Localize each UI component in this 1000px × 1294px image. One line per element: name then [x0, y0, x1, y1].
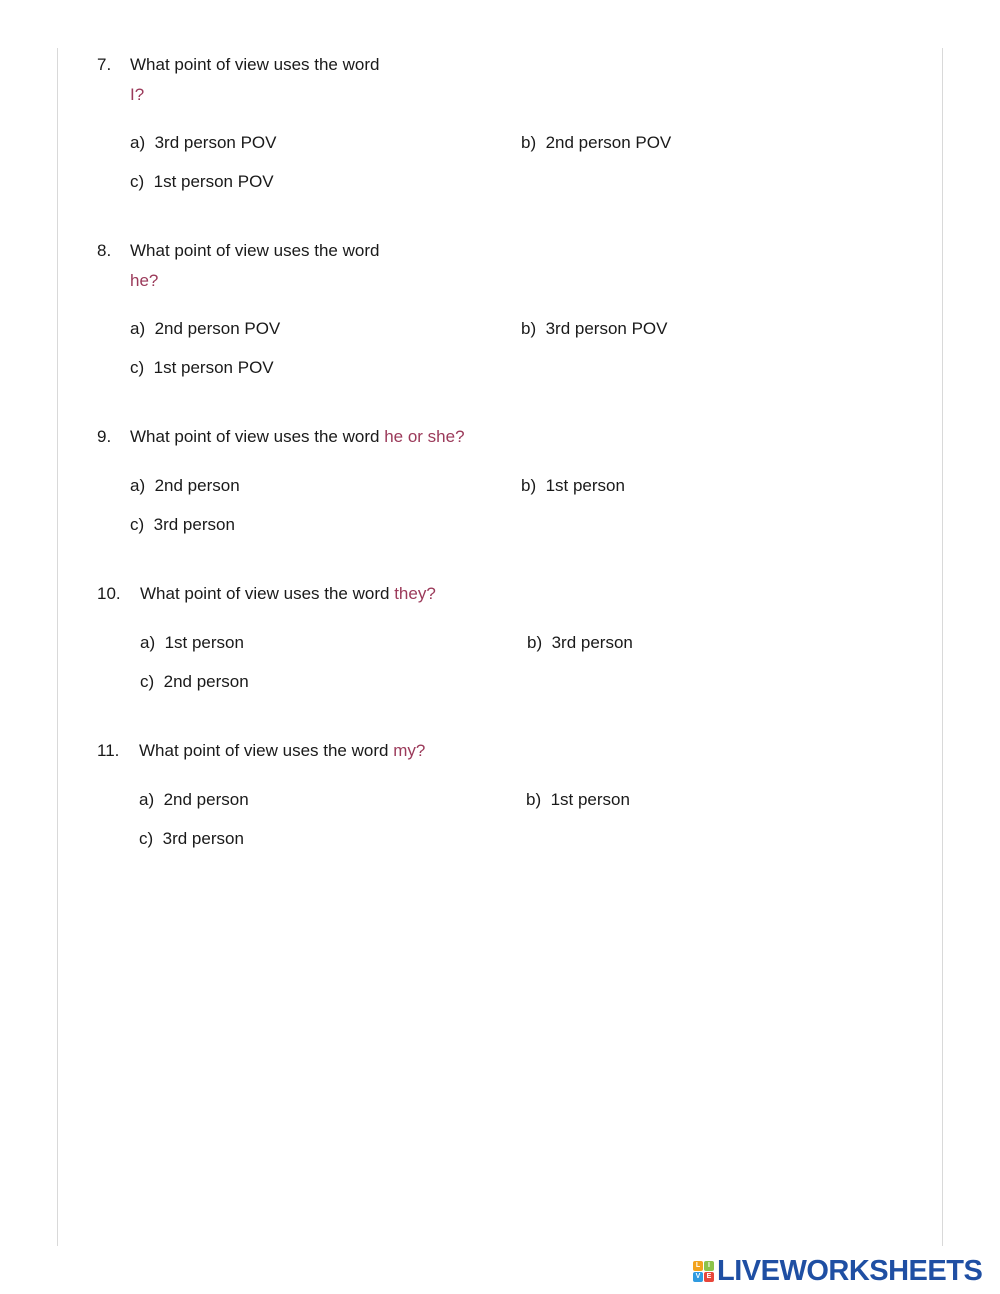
option-7a[interactable]: [130, 133, 276, 153]
option-text: 2nd person POV: [154, 319, 281, 338]
question-stem: What point of view uses the word: [139, 741, 389, 760]
option-9c[interactable]: [130, 515, 235, 535]
question-9: [97, 427, 597, 447]
page-border-right: [942, 48, 943, 1246]
option-text: 1st person POV: [153, 358, 274, 377]
option-text: 1st person: [550, 790, 630, 809]
question-stem: What point of view uses the word: [130, 241, 380, 260]
question-stem: What point of view uses the word: [130, 427, 380, 446]
question-keyword: I?: [130, 85, 145, 104]
option-text: 1st person: [545, 476, 625, 495]
question-keyword: he or she?: [384, 427, 465, 446]
option-letter: c): [130, 172, 145, 191]
option-letter: b): [521, 319, 537, 338]
question-keyword: my?: [393, 741, 426, 760]
option-letter: a): [130, 133, 146, 152]
option-11c[interactable]: [139, 829, 244, 849]
option-text: 3rd person POV: [154, 133, 277, 152]
option-9b[interactable]: [521, 476, 625, 496]
question-number: 8.: [97, 241, 112, 260]
option-10c[interactable]: [140, 672, 249, 692]
option-text: 2nd person: [163, 672, 249, 691]
option-text: 3rd person: [162, 829, 244, 848]
option-7c[interactable]: [130, 172, 274, 192]
option-text: 2nd person: [154, 476, 240, 495]
option-letter: b): [526, 790, 542, 809]
question-number: 7.: [97, 55, 112, 74]
question-number: 10.: [97, 584, 121, 603]
option-8b[interactable]: [521, 319, 667, 339]
page-border-left: [57, 48, 58, 1246]
question-stem: What point of view uses the word: [140, 584, 390, 603]
option-text: 3rd person: [153, 515, 235, 534]
option-text: 2nd person POV: [545, 133, 672, 152]
option-letter: c): [139, 829, 154, 848]
option-letter: a): [139, 790, 155, 809]
option-11a[interactable]: [139, 790, 249, 810]
question-11: [97, 741, 597, 761]
option-letter: b): [521, 133, 537, 152]
logo-text: LIVEWORKSHEETS: [717, 1254, 983, 1287]
option-letter: b): [527, 633, 543, 652]
option-letter: a): [140, 633, 156, 652]
option-text: 3rd person: [551, 633, 633, 652]
option-letter: b): [521, 476, 537, 495]
option-text: 3rd person POV: [545, 319, 668, 338]
question-number: 11.: [97, 741, 120, 760]
option-10a[interactable]: [140, 633, 244, 653]
question-number: 9.: [97, 427, 112, 446]
option-10b[interactable]: [527, 633, 633, 653]
option-text: 1st person: [164, 633, 244, 652]
option-9a[interactable]: [130, 476, 240, 496]
logo-mark-icon: L I V E: [693, 1261, 714, 1282]
option-letter: c): [130, 358, 145, 377]
option-text: 2nd person: [163, 790, 249, 809]
liveworksheets-logo: [693, 1256, 982, 1286]
option-letter: a): [130, 476, 146, 495]
question-stem: What point of view uses the word: [130, 55, 380, 74]
option-letter: c): [130, 515, 145, 534]
option-letter: a): [130, 319, 146, 338]
option-7b[interactable]: [521, 133, 671, 153]
question-10: [97, 584, 597, 604]
question-keyword: he?: [130, 271, 159, 290]
option-11b[interactable]: [526, 790, 630, 810]
question-keyword: they?: [394, 584, 436, 603]
option-text: 1st person POV: [153, 172, 274, 191]
option-letter: c): [140, 672, 155, 691]
option-8a[interactable]: [130, 319, 280, 339]
option-8c[interactable]: [130, 358, 274, 378]
